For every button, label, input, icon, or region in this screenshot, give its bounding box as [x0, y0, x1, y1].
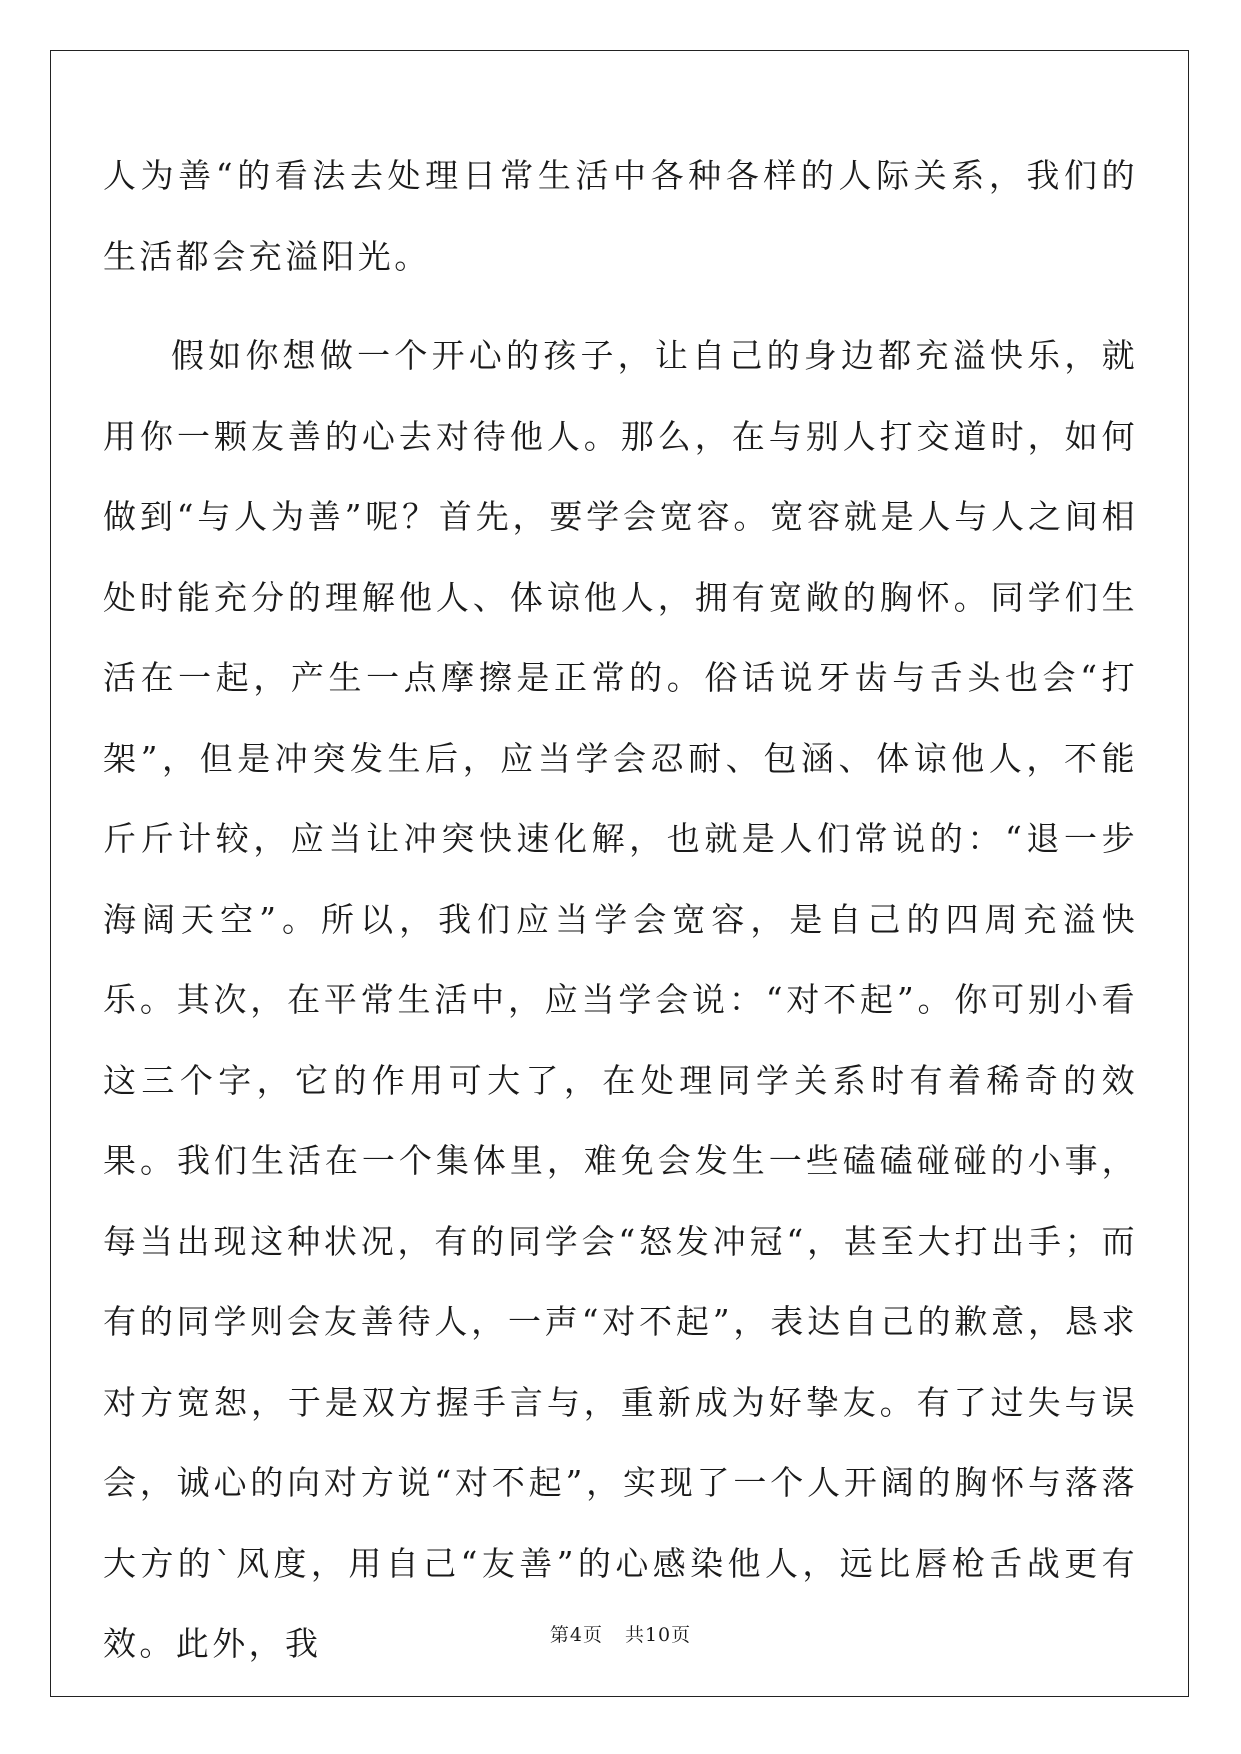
page-footer	[0, 1620, 1241, 1647]
paragraph-main: 假如你想做一个开心的孩子，让自己的身边都充溢快乐，就用你一颗友善的心去对待他人。那么，在与别人打交道时，如何做到“与人为善”呢？首先，要学会宽容。宽容就是人与人之间相处时能充分的理解他人、体谅他人，拥有宽敞的胸怀。同学们生活在一起，产生一点摩擦是正常的。俗话说牙齿与舌头也会“打架”，但是冲突发生后，应当学会忍耐、包涵、体谅他人，不能斤斤计较，应当让冲突快速化解，也就是人们常说的：“退一步海阔天空”。所以，我们应当学会宽容，是自己的四周充溢快乐。其次，在平常生活中，应当学会说：“对不起”。你可别小看这三个字，它的作用可大了，在处理同学关系时有着稀奇的效果。我们生活在一个集体里，难免会发生一些磕磕碰碰的小事，每当出现这种状况，有的同学会“怒发冲冠“，甚至大打出手；而有的同学则会友善待人，一声“对不起”，表达自己的歉意，恳求对方宽恕，于是双方握手言与，重新成为好挚友。有了过失与误会，诚心的向对方说“对不起”，实现了一个人开阔的胸怀与落落大方的`风度，用自己“友善”的心感染他人，远比唇枪舌战更有效。此外，我	[103, 336, 1138, 1663]
page-number: 第4页	[549, 1624, 603, 1646]
paragraph-continuation: 人为善“的看法去处理日常生活中各种各样的人际关系，我们的生活都会充溢阳光。	[103, 156, 1138, 276]
page-total: 共10页	[624, 1624, 692, 1646]
